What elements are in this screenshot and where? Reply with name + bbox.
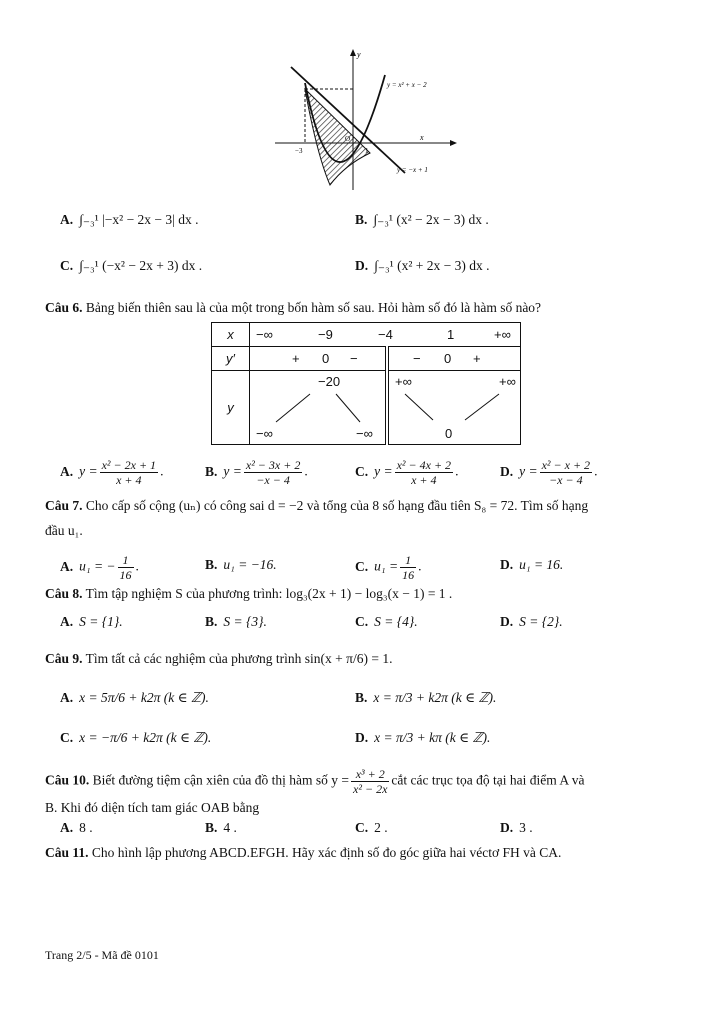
question-10-line2: B. Khi đó diện tích tam giác OAB bằng bbox=[45, 800, 260, 815]
q8-option-c: C. S = {4}. bbox=[355, 614, 418, 629]
question-10: Câu 10. Biết đường tiệm cận xiên của đồ thị hàm số y = $\frac{\text{x³ + 2}}{\text{x² − 2x}}$ cắt các trục tọa độ tại hai điểm A và bbox=[45, 767, 585, 796]
q8-option-a: A. S = {1}. bbox=[60, 614, 123, 629]
q10-option-d: D. 3 . bbox=[500, 820, 533, 835]
q5-option-c: C. ∫₋₃¹ (−x² − 2x + 3) dx . bbox=[60, 258, 203, 273]
q10-option-b: B. 4 . bbox=[205, 820, 237, 835]
bbt-x-2: −4 bbox=[378, 326, 393, 342]
q7-option-c: C. u₁ = $\frac{1}{16}$ . bbox=[355, 553, 422, 582]
q9-option-a: A. x = 5π/6 + k2π (k ∈ ℤ). bbox=[60, 690, 209, 705]
bbt-yp-label: y′ bbox=[212, 347, 250, 371]
question-11: Câu 11. Cho hình lập phương ABCD.EFGH. Hãy xác định số đo góc giữa hai véctơ FH và CA. bbox=[45, 845, 562, 860]
bbt-x-3: 1 bbox=[447, 326, 455, 342]
shaded-region bbox=[305, 89, 370, 185]
q7-option-d: D. u₁ = 16. bbox=[500, 557, 564, 572]
q7-option-a: A. u₁ = − $\frac{1}{16}$ . bbox=[60, 553, 139, 582]
q9-option-d: D. x = π/3 + kπ (k ∈ ℤ). bbox=[355, 730, 491, 745]
q8-option-b: B. S = {3}. bbox=[205, 614, 267, 629]
label-x: x bbox=[420, 133, 424, 142]
page-footer: Trang 2/5 - Mã đề 0101 bbox=[45, 948, 159, 962]
q7-option-b: B. u₁ = −16. bbox=[205, 557, 277, 572]
variation-table: x −∞ −9 −4 1 +∞ y′ + 0 − − 0 + y −20 −∞ −∞ +∞ 0 +∞ bbox=[211, 322, 521, 445]
label-m3: −3 bbox=[295, 147, 303, 155]
q10-option-a: A. 8 . bbox=[60, 820, 93, 835]
q6-option-b: B. y = $\frac{\text{x² − 3x + 2}}{-x - 4}$ . bbox=[205, 458, 308, 487]
q8-option-d: D. S = {2}. bbox=[500, 614, 563, 629]
bbt-x-0: −∞ bbox=[256, 326, 273, 342]
label-o: O bbox=[345, 135, 351, 143]
function-graph-figure bbox=[265, 45, 465, 195]
bbt-y-label: y bbox=[212, 371, 250, 445]
q6-option-c: C. y = $\frac{\text{x² − 4x + 2}}{x + 4}$ . bbox=[355, 458, 459, 487]
question-7-line2: đầu u₁. bbox=[45, 523, 83, 538]
q9-option-b: B. x = π/3 + k2π (k ∈ ℤ). bbox=[355, 690, 497, 705]
question-7: Câu 7. Cho cấp số cộng (uₙ) có công sai d = −2 và tổng của 8 số hạng đầu tiên S₈ = 72. Tìm số hạng bbox=[45, 498, 589, 513]
q5-option-b: B. ∫₋₃¹ (x² − 2x − 3) dx . bbox=[355, 212, 489, 227]
q10-option-c: C. 2 . bbox=[355, 820, 388, 835]
bbt-x-1: −9 bbox=[318, 326, 333, 342]
q6-option-d: D. y = $\frac{\text{x² − x + 2}}{-x - 4}$ . bbox=[500, 458, 598, 487]
question-8: Câu 8. Tìm tập nghiệm S của phương trình: log₃(2x + 1) − log₃(x − 1) = 1 . bbox=[45, 586, 453, 601]
question-9: Câu 9. Tìm tất cả các nghiệm của phương trình sin(x + π/6) = 1. bbox=[45, 651, 393, 666]
q6-option-a: A. y = $\frac{\text{x² − 2x + 1}}{x + 4}$ . bbox=[60, 458, 164, 487]
question-6: Câu 6. Bảng biến thiên sau là của một trong bốn hàm số sau. Hỏi hàm số đó là hàm số nào? bbox=[45, 300, 542, 315]
bbt-x-label: x bbox=[212, 323, 250, 347]
label-1: 1 bbox=[365, 147, 369, 155]
label-y: y bbox=[357, 50, 361, 59]
q5-option-a: A. ∫₋₃¹ |−x² − 2x − 3| dx . bbox=[60, 212, 199, 227]
label-parabola: y = x² + x − 2 bbox=[387, 81, 427, 89]
q5-option-d: D. ∫₋₃¹ (x² + 2x − 3) dx . bbox=[355, 258, 490, 273]
label-line: y = −x + 1 bbox=[397, 166, 428, 174]
q9-option-c: C. x = −π/6 + k2π (k ∈ ℤ). bbox=[60, 730, 212, 745]
bbt-x-4: +∞ bbox=[494, 326, 511, 342]
